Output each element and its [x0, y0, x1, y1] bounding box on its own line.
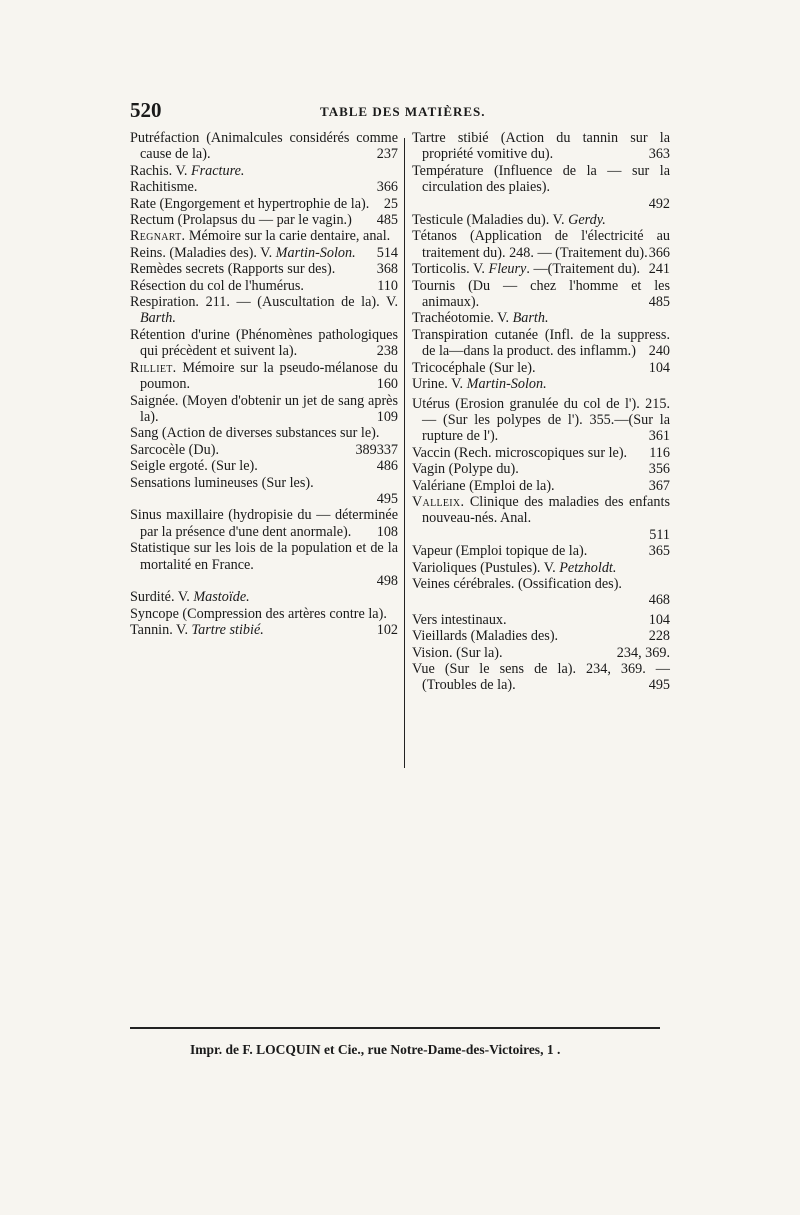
entry-text: Statistique sur les lois de la population et de la mortalité en France. — [130, 540, 398, 573]
index-entry — [412, 228, 670, 261]
entry-text: Testicule (Maladies du). V. — [412, 212, 569, 229]
running-title: TABLE DES MATIÈRES. — [320, 104, 486, 119]
index-entry — [130, 360, 398, 393]
index-entry — [412, 478, 670, 494]
entry-reference: Mastoïde. — [193, 589, 250, 606]
entry-text: Vers intestinaux. — [412, 611, 507, 628]
entry-text: Syncope (Compression des artères contre la). — [130, 605, 387, 622]
index-entry — [412, 163, 670, 212]
entry-page: 485 — [648, 294, 670, 311]
index-entry — [130, 589, 398, 605]
page-number: 520 — [130, 98, 162, 122]
entry-text: . —(Traitement du). — [526, 261, 641, 278]
printer-imprint: Impr. de F. LOCQUIN et Cie., rue Notre-Dame-des-Victoires, 1 . — [190, 1042, 561, 1057]
entry-page: 366 — [376, 179, 398, 196]
entry-text: Température (Influence de la — sur la circulation des plaies). — [412, 162, 670, 196]
entry-text: Urine. V. — [412, 376, 467, 393]
entry-page: 110 — [377, 277, 398, 294]
index-entry — [130, 458, 398, 474]
entry-text: Surdité. V. — [130, 589, 194, 606]
entry-page: 104 — [648, 359, 670, 376]
index-entry — [412, 310, 670, 326]
entry-text: Sarcocèle (Du). — [130, 441, 220, 458]
entry-text: Respiration. 211. — (Auscultation de la). V. — [130, 294, 398, 311]
entry-text: Tartre stibié (Action du tannin sur la propriété vomitive du). — [412, 130, 670, 163]
entry-page: 238 — [376, 343, 398, 360]
entry-page: 160 — [376, 376, 398, 393]
page-header — [130, 98, 670, 122]
index-entry — [412, 494, 670, 543]
entry-page: 361 — [648, 428, 670, 445]
index-entry — [412, 543, 670, 559]
entry-reference: Fracture. — [190, 162, 245, 179]
entry-text: Sensations lumineuses (Sur les). — [130, 474, 314, 491]
entry-text: Vaccin (Rech. microscopiques sur le). — [412, 444, 628, 461]
index-entry — [412, 628, 670, 644]
index-entry — [130, 442, 398, 458]
entry-reference: Martin-Solon. — [466, 376, 547, 393]
entry-page: 363 — [648, 146, 670, 163]
entry-text: Putréfaction (Animalcules considérés comme cause de la). — [130, 130, 398, 163]
entry-text: Tétanos (Application de l'électricité au traitement du). 248. — (Traitement du). — [412, 228, 670, 261]
index-entry — [130, 622, 398, 638]
entry-text: Vagin (Polype du). — [412, 461, 519, 478]
entry-text: Remèdes secrets (Rapports sur des). — [130, 261, 336, 278]
entry-page: 366 — [648, 244, 670, 261]
entry-text: Varioliques (Pustules). V. — [412, 559, 560, 576]
entry-page: 498 — [376, 572, 398, 589]
left-column — [130, 130, 398, 639]
entry-page: 241 — [648, 261, 670, 278]
entry-reference: Martin-Solon. — [275, 244, 356, 261]
entry-text: Trachéotomie. V. — [412, 310, 513, 327]
entry-text: Tannin. V. — [130, 622, 192, 639]
entry-page: 116 — [649, 444, 670, 461]
entry-page: 492 — [648, 195, 670, 212]
entry-page: 356 — [648, 461, 670, 478]
index-entry — [130, 507, 398, 540]
column-divider — [404, 138, 405, 768]
index-entry — [412, 445, 670, 461]
index-entry — [412, 278, 670, 311]
entry-page: 468 — [648, 592, 670, 609]
entry-text: Rachitisme. — [130, 179, 198, 196]
index-entry — [130, 163, 398, 179]
entry-page: 368 — [376, 261, 398, 278]
index-entry — [412, 645, 670, 661]
index-entry — [130, 245, 398, 261]
entry-text: Tournis (Du — chez l'homme et les animaux). — [412, 277, 670, 311]
entry-text: Vue (Sur le sens de la). 234, 369. —(Troubles de la). — [412, 661, 670, 694]
entry-text: Mémoire sur la pseudo-mélanose du poumon. — [140, 359, 398, 393]
entry-page: 367 — [648, 477, 670, 494]
entry-reference: Barth. — [512, 310, 549, 327]
index-entry — [130, 196, 398, 212]
entry-text: Torticolis. V. — [412, 261, 489, 278]
entry-text: Rachis. V. — [130, 162, 191, 179]
footer-rule — [130, 1027, 660, 1029]
entry-page: 237 — [376, 146, 398, 163]
entry-page: 365 — [648, 543, 670, 560]
entry-page: 485 — [376, 212, 398, 229]
index-entry — [130, 393, 398, 426]
index-entry — [412, 461, 670, 477]
entry-page: 240 — [648, 343, 670, 360]
index-entry — [130, 475, 398, 508]
entry-reference: Fleury — [488, 261, 527, 278]
index-entry — [130, 327, 398, 360]
entry-text: Mémoire sur la carie dentaire, anal. — [185, 228, 391, 245]
entry-page: 104 — [648, 611, 670, 628]
entry-page: 495 — [648, 677, 670, 694]
index-entry — [412, 576, 670, 609]
entry-text: Saignée. (Moyen d'obtenir un jet de sang après la). — [130, 392, 398, 425]
index-entry — [412, 560, 670, 576]
entry-text: Vieillards (Maladies des). — [412, 628, 559, 645]
index-entry — [412, 376, 670, 392]
entry-page: 234, 369. — [616, 644, 670, 661]
index-entry — [412, 261, 670, 277]
entry-page: 228 — [648, 628, 670, 645]
index-entry — [130, 294, 398, 327]
entry-text: Rate (Engorgement et hypertrophie de la). — [130, 195, 370, 212]
entry-page: 495 — [376, 490, 398, 507]
entry-text: Clinique des maladies des enfants nouveau-nés. Anal. — [422, 493, 670, 527]
index-entry — [412, 360, 670, 376]
entry-text: Veines cérébrales. (Ossification des). — [412, 575, 622, 592]
entry-reference: Tartre stibié. — [191, 622, 264, 639]
entry-text: Valériane (Emploi de la). — [412, 477, 555, 494]
index-entry — [412, 396, 670, 445]
entry-text: Vision. (Sur la). — [412, 644, 503, 661]
entry-reference: Barth. — [140, 310, 176, 327]
entry-author: Rilliet. — [130, 359, 177, 376]
index-entry — [130, 261, 398, 277]
index-entry — [130, 179, 398, 195]
index-entry — [412, 327, 670, 360]
index-entry — [130, 130, 398, 163]
index-entry — [130, 278, 398, 294]
entry-text: Seigle ergoté. (Sur le). — [130, 458, 258, 475]
entry-text: Sinus maxillaire (hydropisie du — déterminée par la présence d'une dent anormale). — [130, 507, 398, 540]
index-entry — [412, 130, 670, 163]
index-entry — [130, 212, 398, 228]
entry-page: 109 — [376, 408, 398, 425]
entry-page: 389 — [355, 441, 377, 458]
entry-text: Transpiration cutanée (Infl. de la suppress. de la—dans la product. des inflamm.) — [412, 326, 670, 360]
entry-text: Tricocéphale (Sur le). — [412, 359, 536, 376]
entry-author: Valleix. — [412, 493, 465, 510]
entry-page: 102 — [376, 622, 398, 639]
entry-reference: Gerdy. — [568, 212, 606, 229]
entry-page: 337 — [376, 441, 398, 458]
entry-text: Reins. (Maladies des). V. — [130, 244, 276, 261]
index-entry — [412, 661, 670, 694]
entry-page: 108 — [376, 523, 398, 540]
entry-text: Vapeur (Emploi topique de la). — [412, 543, 588, 560]
entry-text: Rectum (Prolapsus du — par le vagin.) — [130, 212, 352, 229]
entry-text: Utérus (Erosion granulée du col de l'). 215. — (Sur les polypes de l'). 355.—(Sur la rupture de l'). — [412, 395, 670, 445]
entry-page: 25 — [383, 195, 398, 212]
entry-text: Rétention d'urine (Phénomènes pathologiques qui précèdent et suivent la). — [130, 326, 398, 360]
right-column — [412, 130, 670, 694]
entry-reference: Petzholdt. — [559, 559, 617, 576]
entry-text: Sang (Action de diverses substances sur le). — [130, 425, 380, 442]
index-entry — [412, 612, 670, 628]
entry-page: 511 — [649, 526, 670, 543]
entry-page: 514 — [376, 244, 398, 261]
entry-author: Regnart. — [130, 228, 186, 245]
index-entry — [130, 540, 398, 589]
index-entry — [412, 212, 670, 228]
entry-text: Résection du col de l'humérus. — [130, 277, 304, 294]
entry-page: 486 — [376, 458, 398, 475]
